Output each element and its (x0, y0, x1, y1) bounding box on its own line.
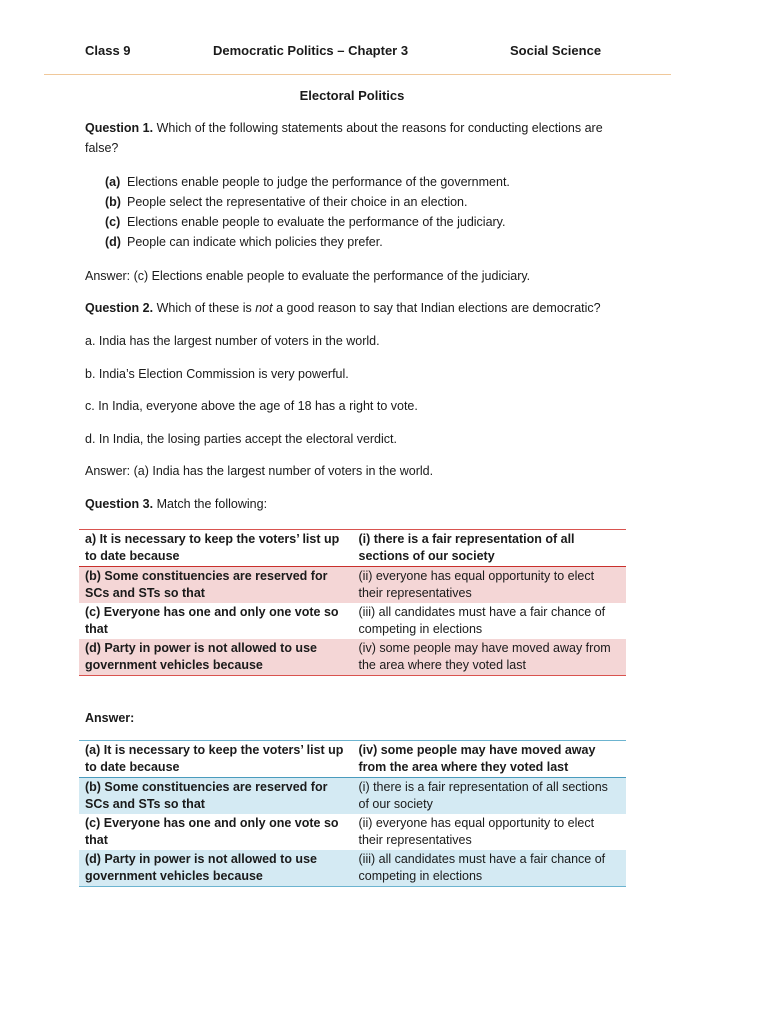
question-2-label: Question 2. (85, 301, 154, 315)
table-row: (c) Everyone has one and only one vote so that (iii) all candidates must have a fair chance of competing in elections (85, 605, 606, 636)
question-2: Question 2. Which of these is not a good reason to say that Indian elections are democratic? (85, 301, 601, 315)
page-title: Electoral Politics (299, 88, 405, 103)
question-1-label: Question 1. (85, 121, 154, 135)
question-2-option-d: d. In India, the losing parties accept the electoral verdict. (85, 432, 397, 446)
class-label: Class 9 (85, 43, 131, 58)
page-header (0, 43, 768, 63)
table-row: (c) Everyone has one and only one vote so that (ii) everyone has equal opportunity to elect their representatives (85, 816, 595, 847)
question-3-label: Question 3. (85, 497, 154, 511)
match-table (79, 529, 626, 676)
question-2-answer: Answer: (a) India has the largest number of voters in the world. (85, 464, 434, 478)
question-2-option-a: a. India has the largest number of voters in the world. (85, 334, 380, 348)
option-b: (b) People select the representative of their choice in an election. (105, 195, 468, 209)
question-1-answer: Answer: (c) Elections enable people to evaluate the performance of the judiciary. (85, 269, 531, 283)
header-divider (44, 74, 671, 75)
table-row: (a) It is necessary to keep the voters’ list up to date because (iv) some people may have moved away from the area where they voted last (79, 741, 626, 778)
answer-label: Answer: (85, 711, 135, 725)
question-1-options (105, 172, 625, 252)
option-d: (d) People can indicate which policies they prefer. (105, 235, 383, 249)
option-a: (a) Elections enable people to judge the performance of the government. (105, 175, 510, 189)
course-label: Social Science (510, 43, 602, 58)
question-1-text: Which of the following statements about the reasons for conducting elections are false? (85, 121, 603, 155)
question-3: Question 3. Match the following: (85, 497, 268, 511)
subject-label: Democratic Politics – Chapter 3 (213, 43, 409, 58)
question-2-option-b: b. India’s Election Commission is very powerful. (85, 367, 349, 381)
answer-table (79, 740, 626, 887)
table-row: (b) Some constituencies are reserved for SCs and STs so that (i) there is a fair representation of all sections of our society (79, 778, 626, 815)
table-row: (d) Party in power is not allowed to use government vehicles because (iv) some people may have moved away from the area where they voted last (79, 639, 626, 676)
option-c: (c) Elections enable people to evaluate the performance of the judiciary. (105, 215, 506, 229)
question-1 (85, 118, 625, 158)
table-row: a) It is necessary to keep the voters’ list up to date because (i) there is a fair representation of all sections of our society (79, 530, 626, 567)
table-row: (d) Party in power is not allowed to use government vehicles because (iii) all candidates must have a fair chance of competing in elections (79, 850, 626, 887)
table-row: (b) Some constituencies are reserved for SCs and STs so that (ii) everyone has equal opportunity to elect their representatives (79, 567, 626, 604)
question-2-option-c: c. In India, everyone above the age of 18 has a right to vote. (85, 399, 418, 413)
